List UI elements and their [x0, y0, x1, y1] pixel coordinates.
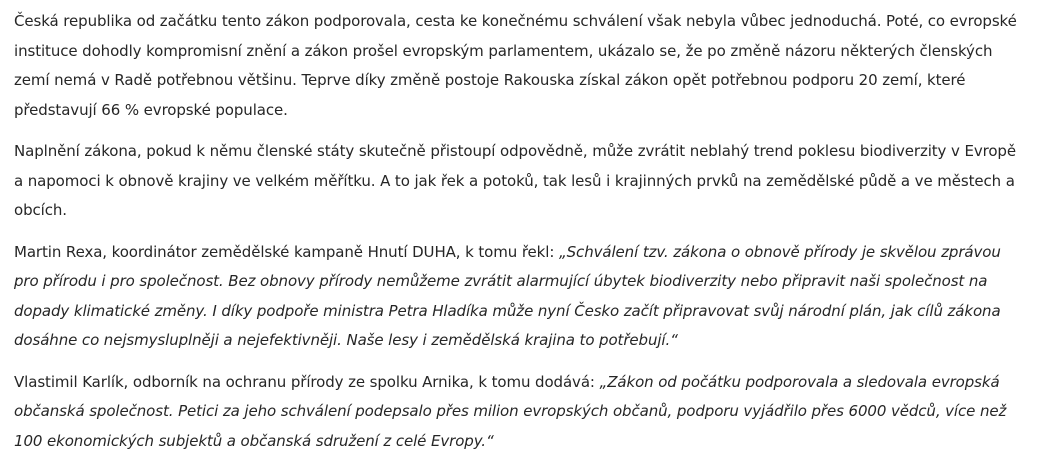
quote-text: „Schválení tzv. zákona o obnově přírody je skvělou zprávou pro přírodu i pro společnost. Bez obnovy přírody nemůžeme zvrátit alarmující úbytek biodiverzity nebo připravit naši společnost na dopady klimatické změny. I díky podpoře ministra Petra Hladíka může nyní Česko začít připravovat svůj národní plán, jak cílů zákona dosáhne co nejsmysluplněji a nejefektivněji. Naše lesy i zemědělská krajina to potřebují.“	[14, 243, 1001, 350]
quote-text: „Zákon od počátku podporovala a sledovala evropská občanská společnost. Petici za jeho schválení podepsalo přes milion evropských občanů, podporu vyjádřilo přes 6000 vědců, více než 100 ekonomických subjektů a občanská sdružení z celé Evropy.“	[14, 373, 1006, 450]
paragraph-rexa-quote	[14, 238, 1028, 356]
paragraph-karlik-quote	[14, 368, 1028, 456]
paragraph-law-impact: Naplnění zákona, pokud k němu členské státy skutečně přistoupí odpovědně, může zvrátit neblahý trend poklesu biodiverzity v Evropě a napomoci k obnově krajiny ve velkém měřítku. A to jak řek a potoků, tak lesů i krajinných prvků na zemědělské půdě a ve městech a obcích.	[14, 137, 1028, 226]
quote-attribution: Vlastimil Karlík, odborník na ochranu přírody ze spolku Arnika, k tomu dodává:	[14, 373, 600, 391]
paragraph-czech-support: Česká republika od začátku tento zákon podporovala, cesta ke konečnému schválení však nebyla vůbec jednoduchá. Poté, co evropské instituce dohodly kompromisní znění a zákon prošel evropským parlamentem, ukázalo se, že po změně názoru některých členských zemí nemá v Radě potřebnou většinu. Teprve díky změně postoje Rakouska získal zákon opět potřebnou podporu 20 zemí, které představují 66 % evropské populace.	[14, 7, 1028, 125]
quote-attribution: Martin Rexa, koordinátor zemědělské kampaně Hnutí DUHA, k tomu řekl:	[14, 243, 559, 261]
